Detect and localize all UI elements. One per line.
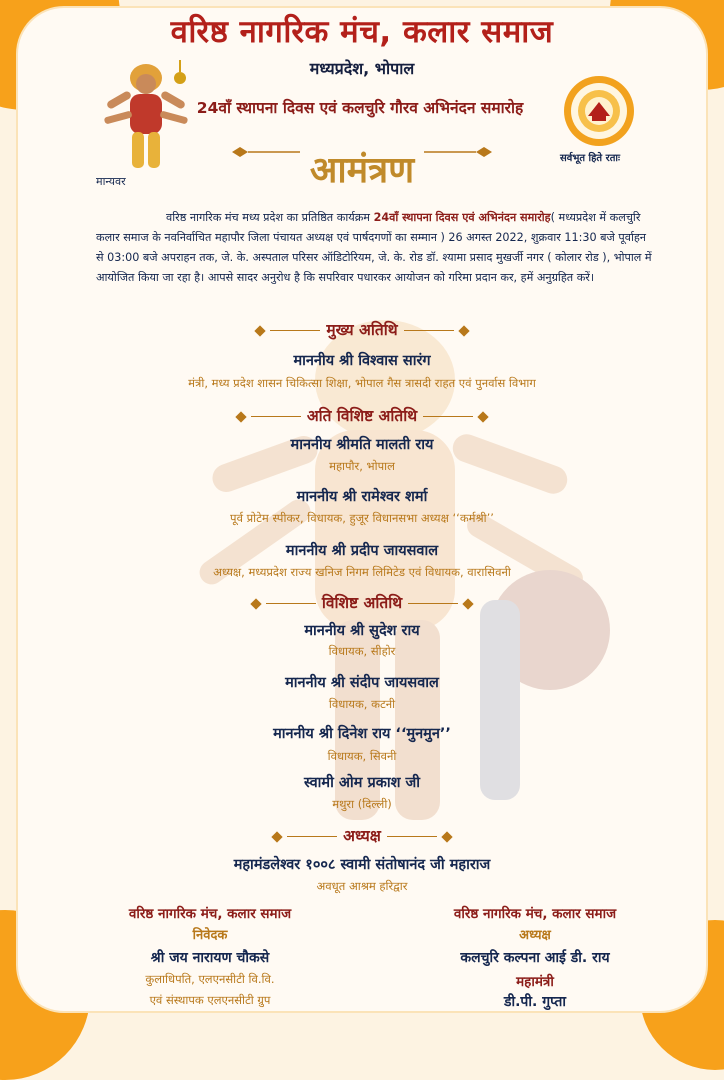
guest-designation: महापौर, भोपाल: [329, 459, 395, 473]
footer-left-role: निवेदक: [192, 928, 228, 943]
invitation-body: [96, 208, 652, 288]
guest-name: माननीय श्री प्रदीप जायसवाल: [285, 543, 439, 559]
president-heading: अध्यक्ष: [343, 827, 381, 845]
section-special-guest: [0, 591, 724, 613]
footer-right-name: कलचुरि कल्पना आई डी. राय: [460, 950, 610, 966]
section-very-special-guest: [0, 404, 724, 426]
org-seal-logo: [562, 74, 636, 148]
guest-designation: अवधूत आश्रम हरिद्वार: [316, 879, 408, 893]
guest-name: माननीय श्री संदीप जायसवाल: [285, 675, 439, 691]
footer-right-role: अध्यक्ष: [519, 928, 551, 943]
footer-left-org: वरिष्ठ नागरिक मंच, कलार समाज: [128, 906, 292, 922]
event-title: 24वाँ स्थापना दिवस एवं कलचुरि गौरव अभिनंदन समारोह: [196, 99, 524, 117]
invitation-heading: आमंत्रण: [309, 149, 415, 191]
footer-left-name: श्री जय नारायण चौकसे: [150, 950, 270, 966]
section-president: [0, 824, 724, 846]
salutation: मान्यवर: [96, 175, 126, 188]
body-part-1: वरिष्ठ नागरिक मंच मध्य प्रदेश का प्रतिष्ठित कार्यक्रम: [166, 211, 374, 224]
guest-name: महामंडलेश्वर १००८ स्वामी संतोषानंद जी महाराज: [233, 857, 491, 873]
guest-designation: विधायक, कटनी: [328, 697, 396, 711]
footer-right-name-2: डी.पी. गुप्ता: [503, 994, 566, 1010]
flourish-right: [424, 146, 494, 158]
guest-name: माननीय श्री सुदेश राय: [304, 623, 420, 639]
org-location: मध्यप्रदेश, भोपाल: [309, 59, 415, 78]
guest-name: माननीय श्री विश्वास सारंग: [293, 353, 431, 369]
org-title: वरिष्ठ नागरिक मंच, कलार समाज: [170, 14, 554, 50]
footer-right-role-2: महामंत्री: [516, 974, 554, 990]
body-highlight: 24वाँ स्थापना दिवस एवं अभिनंदन समारोह: [373, 211, 551, 224]
guest-name: माननीय श्रीमति मालती राय: [290, 437, 434, 453]
footer-right-org: वरिष्ठ नागरिक मंच, कलार समाज: [453, 906, 617, 922]
guest-designation: विधायक, सीहोर: [328, 644, 396, 658]
guest-designation: मथुरा (दिल्ली): [332, 797, 392, 811]
very-special-guest-heading: अति विशिष्ट अतिथि: [306, 407, 418, 425]
guest-designation: विधायक, सिवनी: [327, 749, 397, 763]
body-part-2: ( मध्यप्रदेश में कलचुरि कलार समाज के नवनिर्वाचित महापौर जिला पंचायत अध्यक्ष एवं पार्षदगणों का सम्मान ) 26 अगस्त 2022, शुक्रवार 11:30 बजे पूर्वाहन से 03:00 बजे अपराहन तक, जे. के. अस्पताल परिसर ऑडिटोरियम, जे. के. रोड डॉ. श्यामा प्रसाद मुखर्जी नगर ( कोलार रोड ), भोपाल में आयोजित किया जा रहा है। आपसे सादर अनुरोध है कि सपरिवार पधारकर आयोजन को गरिमा प्रदान कर, हमें अनुग्रहित करें।: [96, 211, 652, 284]
guest-name: माननीय श्री रामेश्वर शर्मा: [296, 489, 428, 505]
guest-name: माननीय श्री दिनेश राय ‘‘मुनमुन’’: [273, 726, 451, 742]
org-motto: सर्वभूत हिते रताः: [560, 153, 621, 164]
footer-left-desc-2: एवं संस्थापक एलएनसीटी ग्रुप: [149, 993, 271, 1007]
guest-designation: अध्यक्ष, मध्यप्रदेश राज्य खनिज निगम लिमिटेड एवं विधायक, वारासिवनी: [213, 565, 511, 579]
guest-designation: पूर्व प्रोटेम स्पीकर, विधायक, हुजूर विधानसभा अध्यक्ष ‘‘कर्मश्री’’: [230, 511, 494, 525]
guest-name: स्वामी ओम प्रकाश जी: [303, 775, 421, 791]
guest-designation: मंत्री, मध्य प्रदेश शासन चिकित्सा शिक्षा, भोपाल गैस त्रासदी राहत एवं पुनर्वास विभाग: [188, 376, 536, 390]
section-chief-guest: [0, 318, 724, 340]
chief-guest-heading: मुख्य अतिथि: [326, 321, 398, 339]
special-guest-heading: विशिष्ट अतिथि: [321, 594, 403, 612]
footer-left-desc-1: कुलाधिपति, एलएनसीटी वि.वि.: [145, 972, 275, 986]
